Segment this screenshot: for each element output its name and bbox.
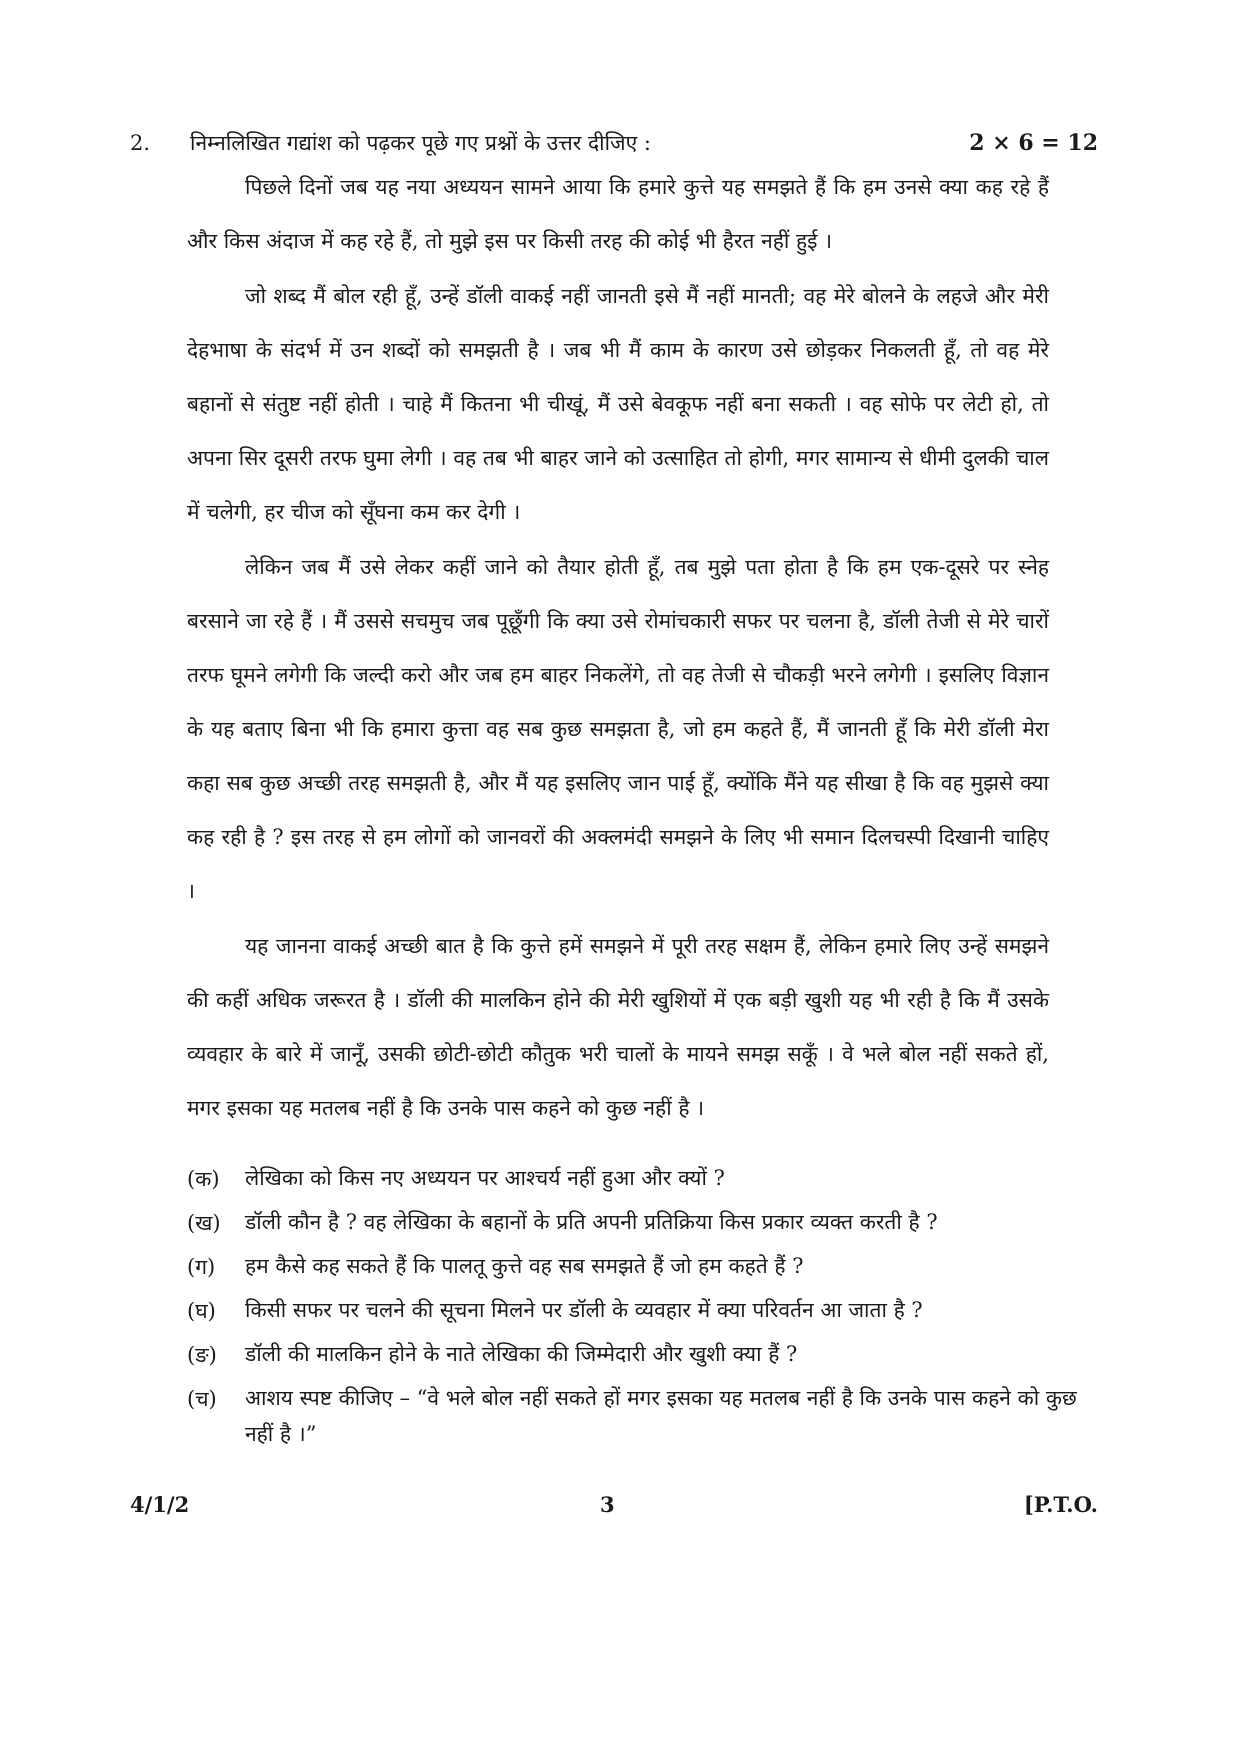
- sub-question-text: किसी सफर पर चलने की सूचना मिलने पर डॉली के व्यवहार में क्या परिवर्तन आ जाता है ?: [245, 1298, 923, 1322]
- passage: [187, 160, 1049, 1136]
- sub-question-text: आशय स्पष्ट कीजिए – “वे भले बोल नहीं सकते हों मगर इसका यह मतलब नहीं है कि उनके पास कहने को कुछ नहीं है ।”: [245, 1386, 1077, 1446]
- passage-paragraph: पिछले दिनों जब यह नया अध्ययन सामने आया कि हमारे कुत्ते यह समझते हैं कि हम उनसे क्या कह रहे हैं और किस अंदाज में कह रहे हैं, तो मुझे इस पर किसी तरह की कोई भी हैरत नहीं हुई ।: [187, 175, 1049, 253]
- question-header: [130, 126, 1098, 160]
- sub-question-label: (ग): [187, 1255, 216, 1279]
- sub-question-text: हम कैसे कह सकते हैं कि पालतू कुत्ते वह सब समझते हैं जो हम कहते हैं ?: [245, 1254, 804, 1278]
- sub-question-text: डॉली कौन है ? वह लेखिका के बहानों के प्रति अपनी प्रतिक्रिया किस प्रकार व्यक्त करती है ?: [245, 1210, 938, 1234]
- sub-question-label: (क): [187, 1167, 220, 1191]
- sub-question: [187, 1160, 1087, 1198]
- sub-question: [187, 1204, 1087, 1242]
- sub-questions-list: [187, 1160, 1087, 1458]
- sub-question-label: (ङ): [187, 1343, 217, 1367]
- passage-paragraph: जो शब्द मैं बोल रही हूँ, उन्हें डॉली वाकई नहीं जानती इसे मैं नहीं मानती; वह मेरे बोलने के लहजे और मेरी देहभाषा के संदर्भ में उन शब्दों को समझती है । जब भी मैं काम के कारण उसे छोड़कर निकलती हूँ, तो वह मेरे बहानों से संतुष्ट नहीं होती । चाहे मैं कितना भी चीखूं, मैं उसे बेवकूफ नहीं बना सकती । वह सोफे पर लेटी हो, तो अपना सिर दूसरी तरफ घुमा लेगी । वह तब भी बाहर जाने को उत्साहित तो होगी, मगर सामान्य से धीमी दुलकी चाल में चलेगी, हर चीज को सूँघना कम कर देगी ।: [187, 284, 1049, 524]
- sub-question-label: (च): [187, 1387, 217, 1411]
- paper-code: 4/1/2: [130, 1492, 190, 1517]
- question-number: 2.: [130, 131, 151, 155]
- sub-question-text: डॉली की मालकिन होने के नाते लेखिका की जिम्मेदारी और खुशी क्या हैं ?: [245, 1342, 798, 1366]
- sub-question: [187, 1292, 1087, 1330]
- question-marks: 2 × 6 = 12: [969, 130, 1098, 156]
- passage-paragraph: लेकिन जब मैं उसे लेकर कहीं जाने को तैयार होती हूँ, तब मुझे पता होता है कि हम एक-दूसरे पर स्नेह बरसाने जा रहे हैं । मैं उससे सचमुच जब पूछूँगी कि क्या उसे रोमांचकारी सफर पर चलना है, डॉली तेजी से मेरे चारों तरफ घूमने लगेगी कि जल्दी करो और जब हम बाहर निकलेंगे, तो वह तेजी से चौकड़ी भरने लगेगी । इसलिए विज्ञान के यह बताए बिना भी कि हमारा कुत्ता वह सब कुछ समझता है, जो हम कहते हैं, मैं जानती हूँ कि मेरी डॉली मेरा कहा सब कुछ अच्छी तरह समझती है, और मैं यह इसलिए जान पाई हूँ, क्योंकि मैंने यह सीखा है कि वह मुझसे क्या कह रही है ? इस तरह से हम लोगों को जानवरों की अक्लमंदी समझने के लिए भी समान दिलचस्पी दिखानी चाहिए ।: [187, 555, 1049, 903]
- page-number: 3: [600, 1492, 615, 1517]
- please-turn-over: [P.T.O.: [1023, 1492, 1098, 1517]
- sub-question-text: लेखिका को किस नए अध्ययन पर आश्चर्य नहीं हुआ और क्यों ?: [245, 1166, 725, 1190]
- sub-question-label: (घ): [187, 1299, 216, 1323]
- sub-question: [187, 1380, 1087, 1452]
- question-instruction: निम्नलिखित गद्यांश को पढ़कर पूछे गए प्रश्नों के उत्तर दीजिए :: [190, 131, 652, 155]
- passage-paragraph: यह जानना वाकई अच्छी बात है कि कुत्ते हमें समझने में पूरी तरह सक्षम हैं, लेकिन हमारे लिए उन्हें समझने की कहीं अधिक जरूरत है । डॉली की मालकिन होने की मेरी खुशियों में एक बड़ी खुशी यह भी रही है कि मैं उसके व्यवहार के बारे में जानूँ, उसकी छोटी-छोटी कौतुक भरी चालों के मायने समझ सकूँ । वे भले बोल नहीं सकते हों, मगर इसका यह मतलब नहीं है कि उनके पास कहने को कुछ नहीं है ।: [187, 934, 1049, 1120]
- page-footer: [130, 1488, 1098, 1522]
- sub-question-label: (ख): [187, 1211, 221, 1235]
- sub-question: [187, 1336, 1087, 1374]
- sub-question: [187, 1248, 1087, 1286]
